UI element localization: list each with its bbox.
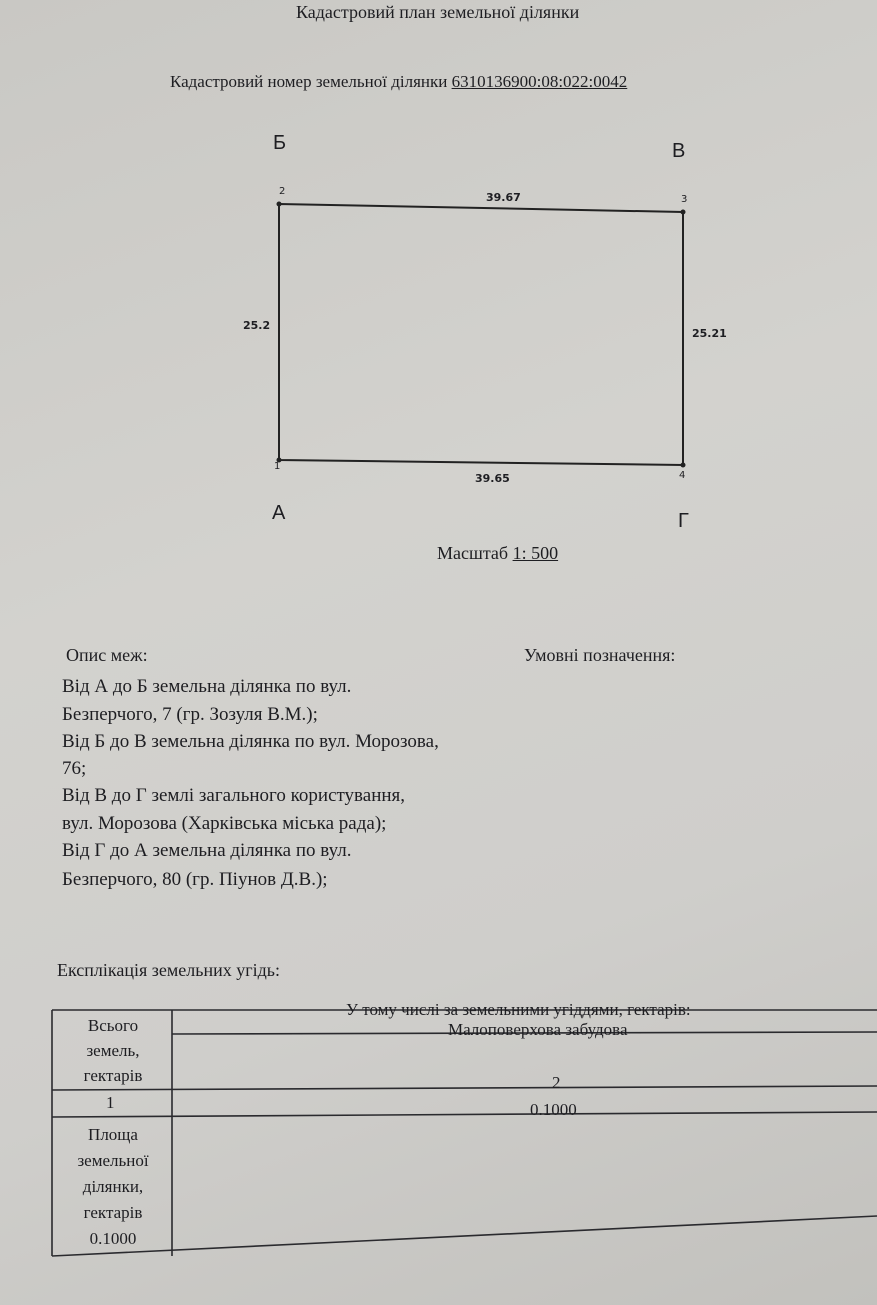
area-row-label-line: ділянки, bbox=[82, 1177, 144, 1196]
boundary-line: Безперчого, 80 (гр. Піунов Д.В.); bbox=[62, 869, 328, 890]
col1-header-line: Всього bbox=[87, 1016, 139, 1035]
area-row-label-line: Площа bbox=[88, 1125, 138, 1144]
corner-label-b: Б bbox=[273, 132, 287, 154]
cadastral-number: 6310136900:08:022:0042 bbox=[451, 72, 628, 91]
boundary-line: Від В до Г землі загального користування, bbox=[62, 785, 406, 806]
boundaries-title: Опис меж: bbox=[66, 645, 148, 665]
boundary-line: вул. Морозова (Харківська міська рада); bbox=[62, 813, 387, 834]
dimension-bottom: 39.65 bbox=[475, 472, 510, 485]
col1-header-line: земель, bbox=[86, 1041, 140, 1060]
boundary-line: Від Г до А земельна ділянка по вул. bbox=[62, 840, 352, 861]
boundary-line: 76; bbox=[62, 758, 87, 779]
explication-title: Експлікація земельних угідь: bbox=[57, 960, 280, 980]
col2-subheader: Малоповерхова забудова bbox=[448, 1020, 628, 1039]
legend-title: Умовні позначення: bbox=[524, 645, 676, 665]
corner-label-v: В bbox=[672, 140, 686, 162]
area-row-label bbox=[60, 1122, 166, 1252]
area-value: 0.1000 bbox=[530, 1100, 577, 1119]
boundary-line: Від А до Б земельна ділянка по вул. bbox=[62, 676, 352, 697]
col1-header-line: гектарів bbox=[83, 1066, 143, 1085]
cadastral-number-label: Кадастровий номер земельної ділянки bbox=[170, 72, 448, 91]
col2-number: 2 bbox=[552, 1073, 561, 1092]
scale-label: Масштаб bbox=[437, 543, 509, 563]
corner-label-g: Г bbox=[678, 510, 689, 532]
point-number-3: 3 bbox=[681, 194, 688, 205]
corner-label-a: А bbox=[272, 502, 286, 524]
col1-number: 1 bbox=[106, 1093, 115, 1112]
point-number-1: 1 bbox=[274, 461, 281, 472]
dimension-left: 25.2 bbox=[243, 319, 271, 332]
area-row-label-line: гектарів bbox=[83, 1203, 143, 1222]
boundary-line: Безперчого, 7 (гр. Зозуля В.М.); bbox=[62, 704, 318, 725]
point-number-2: 2 bbox=[279, 186, 286, 197]
document-title: Кадастровий план земельної ділянки bbox=[296, 2, 580, 22]
col1-header bbox=[60, 1013, 166, 1088]
boundary-line: Від Б до В земельна ділянка по вул. Морозова, bbox=[62, 731, 439, 752]
area-row-label-line: земельної bbox=[77, 1151, 149, 1170]
point-number-4: 4 bbox=[679, 470, 686, 481]
dimension-right: 25.21 bbox=[692, 327, 727, 340]
scale-value: 1: 500 bbox=[512, 543, 559, 563]
dimension-top: 39.67 bbox=[486, 191, 521, 204]
area-total: 0.1000 bbox=[89, 1229, 137, 1248]
col2-header: У тому числі за земельними угіддями, гектарів: bbox=[346, 1000, 691, 1019]
